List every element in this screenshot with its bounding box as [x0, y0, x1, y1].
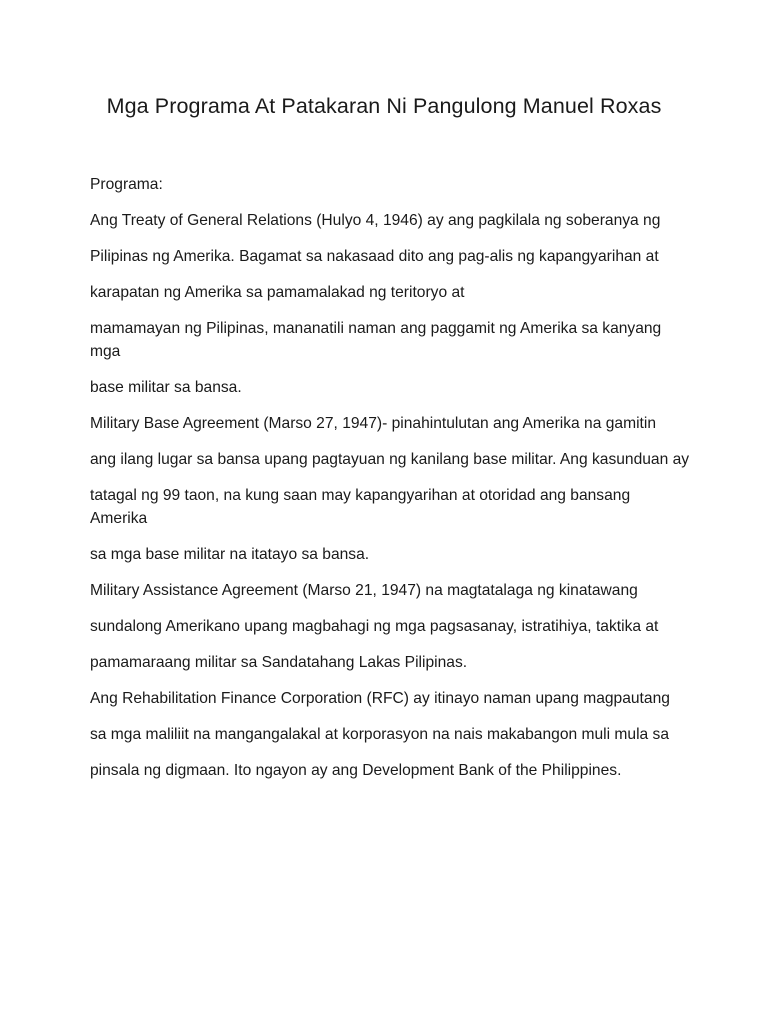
- document-title: Mga Programa At Patakaran Ni Pangulong Manuel Roxas: [106, 94, 662, 118]
- paragraph: mamamayan ng Pilipinas, mananatili naman ang paggamit ng Amerika sa kanyang mga: [90, 320, 662, 360]
- paragraph: Ang Rehabilitation Finance Corporation (RFC) ay itinayo naman upang magpautang: [90, 690, 670, 707]
- paragraph: base militar sa bansa.: [90, 379, 242, 396]
- paragraph: sundalong Amerikano upang magbahagi ng mga pagsasanay, istratihiya, taktika at: [90, 618, 659, 635]
- paragraph: pinsala ng digmaan. Ito ngayon ay ang Development Bank of the Philippines.: [90, 762, 622, 779]
- paragraph-heading-programa: Programa:: [90, 176, 163, 193]
- paragraph: Pilipinas ng Amerika. Bagamat sa nakasaad dito ang pag-alis ng kapangyarihan at: [90, 248, 659, 265]
- document-body: [90, 173, 690, 795]
- paragraph: ang ilang lugar sa bansa upang pagtayuan ng kanilang base militar. Ang kasunduan ay: [90, 451, 690, 468]
- paragraph: Military Assistance Agreement (Marso 21, 1947) na magtatalaga ng kinatawang: [90, 582, 638, 599]
- paragraph: Ang Treaty of General Relations (Hulyo 4, 1946) ay ang pagkilala ng soberanya ng: [90, 212, 661, 229]
- paragraph: sa mga maliliit na mangangalakal at korporasyon na nais makabangon muli mula sa: [90, 726, 670, 743]
- paragraph: sa mga base militar na itatayo sa bansa.: [90, 546, 370, 563]
- paragraph: pamamaraang militar sa Sandatahang Lakas Pilipinas.: [90, 654, 468, 671]
- paragraph: Military Base Agreement (Marso 27, 1947)- pinahintulutan ang Amerika na gamitin: [90, 415, 657, 432]
- paragraph: tatagal ng 99 taon, na kung saan may kapangyarihan at otoridad ang bansang Amerika: [90, 487, 631, 527]
- paragraph: karapatan ng Amerika sa pamamalakad ng teritoryo at: [90, 284, 465, 301]
